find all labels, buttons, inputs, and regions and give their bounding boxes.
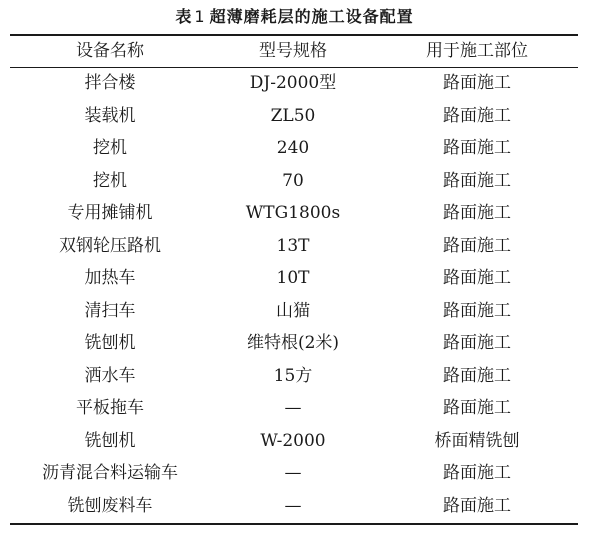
cell-model-spec: WTG1800s	[245, 203, 341, 223]
table-row	[10, 230, 578, 263]
cell-equipment-name: 拌合楼	[84, 73, 136, 93]
cell-equipment-name: 铣刨机	[84, 430, 136, 451]
cell-equipment-name: 洒水车	[84, 365, 136, 386]
cell-construction-part: 路面施工	[443, 365, 511, 386]
cell-construction-part: 路面施工	[443, 235, 511, 256]
table-bottom-rule	[10, 523, 578, 525]
cell-construction-part: 路面施工	[443, 170, 511, 191]
table-body	[10, 67, 578, 522]
cell-equipment-name: 加热车	[84, 268, 136, 288]
cell-construction-part: 路面施工	[443, 203, 511, 223]
cell-model-spec: ZL50	[270, 105, 316, 126]
cell-equipment-name: 铣刨废料车	[67, 495, 153, 516]
cell-construction-part: 路面施工	[443, 495, 511, 516]
table-row	[10, 262, 578, 295]
cell-construction-part: 路面施工	[443, 105, 511, 126]
caption-number: 1	[194, 7, 206, 26]
table-caption	[0, 6, 589, 28]
cell-equipment-name: 挖机	[93, 138, 127, 158]
table-row	[10, 457, 578, 490]
cell-equipment-name: 双钢轮压路机	[59, 235, 161, 256]
cell-model-spec: 70	[282, 170, 304, 191]
cell-model-spec: 山猫	[276, 300, 310, 321]
equipment-table	[10, 36, 578, 522]
cell-model-spec: DJ-2000型	[249, 73, 337, 93]
cell-equipment-name: 清扫车	[84, 300, 136, 321]
table-row	[10, 197, 578, 230]
cell-construction-part: 路面施工	[443, 398, 511, 418]
header-model-spec: 型号规格	[259, 41, 327, 61]
caption-prefix: 表	[175, 7, 193, 26]
caption-title: 超薄磨耗层的施工设备配置	[209, 7, 414, 26]
cell-construction-part: 路面施工	[443, 333, 511, 353]
cell-construction-part: 路面施工	[443, 300, 511, 321]
cell-construction-part: 路面施工	[443, 138, 511, 158]
table-row	[10, 165, 578, 198]
cell-model-spec: W-2000	[260, 430, 326, 451]
cell-model-spec: 15方	[273, 365, 313, 386]
cell-model-spec: —	[284, 495, 302, 516]
cell-model-spec: 10T	[276, 268, 310, 288]
cell-model-spec: 维特根(2米)	[246, 333, 340, 353]
cell-model-spec: 13T	[276, 235, 310, 256]
table-row	[10, 295, 578, 328]
cell-construction-part: 路面施工	[443, 73, 511, 93]
cell-construction-part: 桥面精铣刨	[434, 430, 520, 451]
cell-equipment-name: 专用摊铺机	[67, 203, 153, 223]
header-equipment-name: 设备名称	[76, 41, 144, 61]
cell-model-spec: —	[284, 398, 302, 418]
cell-equipment-name: 挖机	[93, 170, 127, 191]
table-row	[10, 490, 578, 523]
cell-equipment-name: 沥青混合料运输车	[42, 463, 178, 483]
table-row	[10, 327, 578, 360]
table-row	[10, 425, 578, 458]
table-row	[10, 392, 578, 425]
cell-equipment-name: 铣刨机	[84, 333, 136, 353]
cell-model-spec: —	[284, 463, 302, 483]
cell-equipment-name: 平板拖车	[76, 398, 144, 418]
cell-model-spec: 240	[276, 138, 310, 158]
table-header-row	[10, 36, 578, 67]
table-row	[10, 67, 578, 100]
cell-equipment-name: 装载机	[84, 105, 136, 126]
table-row	[10, 360, 578, 393]
header-construction-part: 用于施工部位	[426, 41, 528, 61]
cell-construction-part: 路面施工	[443, 463, 511, 483]
table-row	[10, 132, 578, 165]
table-row	[10, 100, 578, 133]
cell-construction-part: 路面施工	[443, 268, 511, 288]
